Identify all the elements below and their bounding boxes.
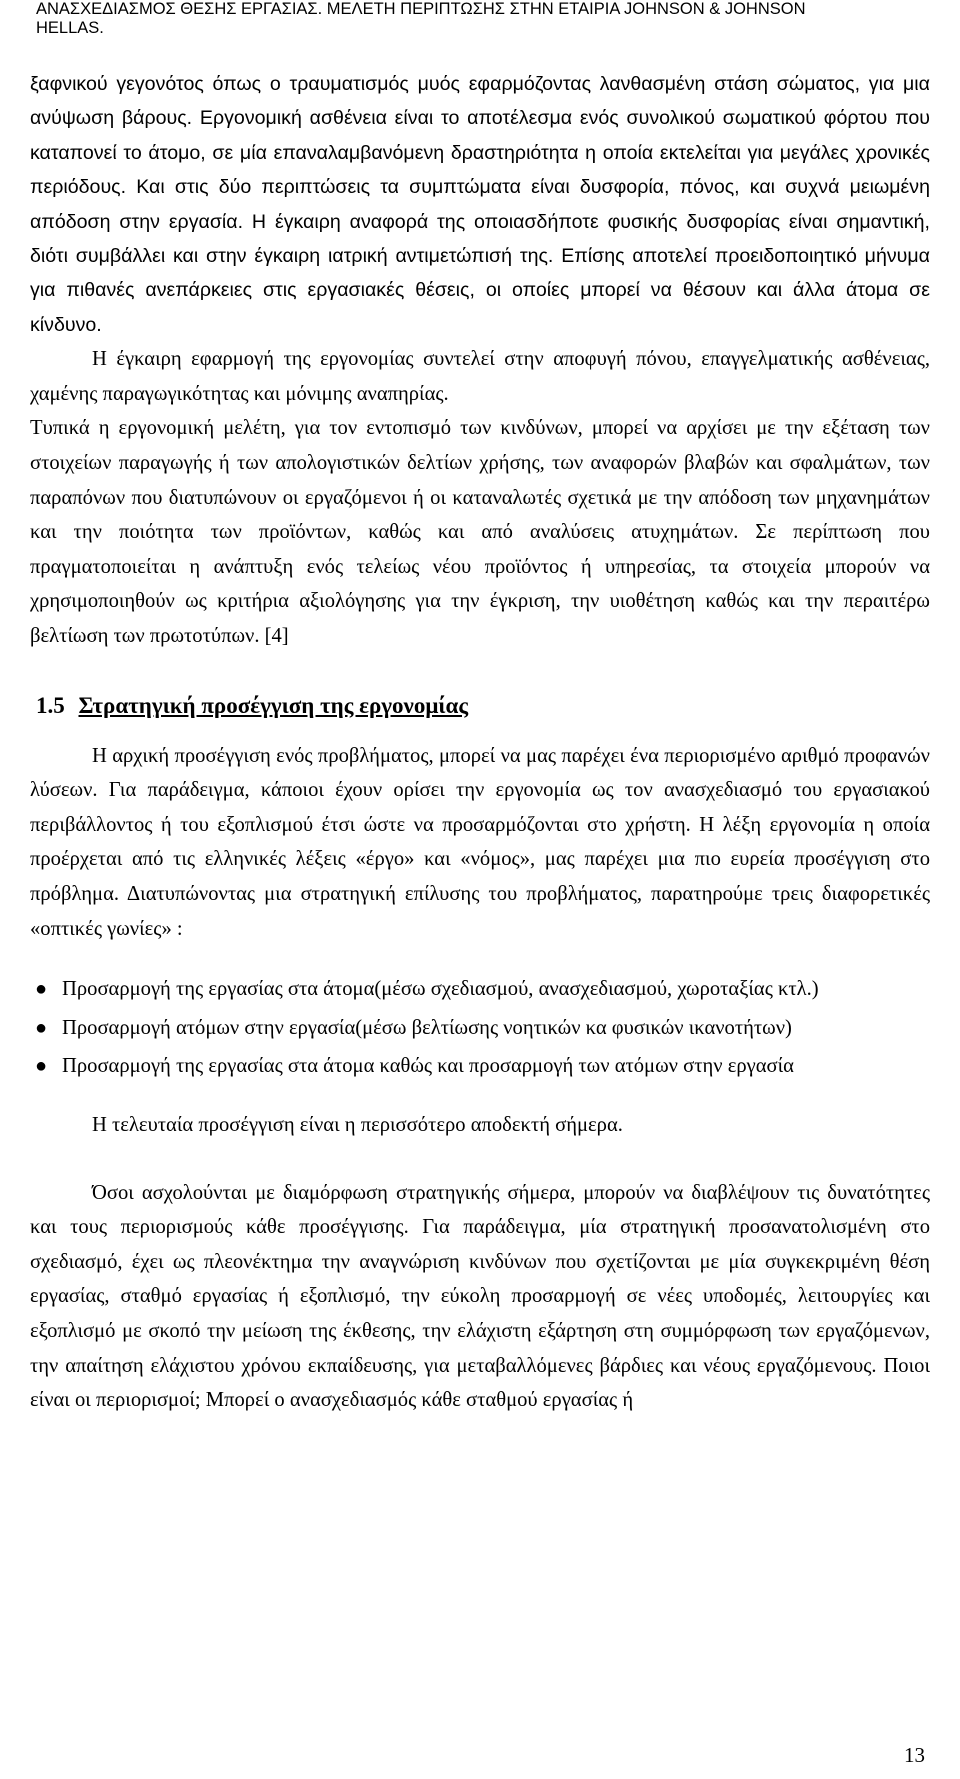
paragraph-injury-illness: ξαφνικού γεγονότος όπως ο τραυματισμός μυός εφαρμόζοντας λανθασμένη στάση σώματος, για μια ανύψωση βάρους. Εργονομική ασθένεια είναι το αποτέλεσμα ενός συνολικού σωματικού φόρτου που καταπονεί το άτομο, σε μία επαναλαμβανόμενη δραστηριότητα η οποία εκτελείται για μεγάλες χρονικές περιόδους. Και στις δύο περιπτώσεις τα συμπτώματα είναι δυσφορία, πόνος, και συχνά μειωμένη απόδοση στην εργασία. Η έγκαιρη αναφορά της οποιασδήποτε φυσικής δυσφορίας είναι σημαντική, διότι συμβάλλει και στην έγκαιρη ιατρική αντιμετώπισή της. Επίσης αποτελεί προειδοποιητικό μήνυμα για πιθανές ανεπάρκειες στις εργασιακές θέσεις, οι οποίες μπορεί να θέσουν και άλλα άτομα σε κίνδυνο.: [30, 73, 930, 336]
paragraph-timely-ergonomics: Η έγκαιρη εφαρμογή της εργονομίας συντελεί στην αποφυγή πόνου, επαγγελματικής ασθένειας, χαμένης παραγωγικότητας και μόνιμης αναπηρίας.: [30, 348, 930, 405]
paragraph-ergonomic-study: Τυπικά η εργονομική μελέτη, για τον εντοπισμό των κινδύνων, μπορεί να αρχίσει με την εξέταση των στοιχείων παραγωγής ή των απολογιστικών δελτίων χρήσης, των αναφορών βλαβών και σφαλμάτων, των παραπόνων που διατυπώνουν οι εργαζόμενοι ή οι καταναλωτές σχετικά με την απόδοση των μηχανημάτων και την ποιότητα των προϊόντων, καθώς και από αναλύσεις ατυχημάτων. Σε περίπτωση που πραγματοποιείται η ανάπτυξη ενός τελείως νέου προϊόντος ή υπηρεσίας, τα στοιχεία μπορούν να χρησιμοποιηθούν ως κριτήρια αξιολόγησης για την έγκριση, την υιοθέτηση καθώς και την περαιτέρω βελτίωση των πρωτοτύπων. [4]: [30, 417, 930, 647]
paragraph-strategy-intro: Η αρχική προσέγγιση ενός προβλήματος, μπορεί να μας παρέχει ένα περιορισμένο αριθμό προφανών λύσεων. Για παράδειγμα, κάποιοι έχουν ορίσει την εργονομία ως τον ανασχεδιασμό του εργασιακού περιβάλλοντος ή του εξοπλισμού έτσι ώστε να προσαρμόζονται στο χρήστη. Η λέξη εργονομία η οποία προέρχεται από τις ελληνικές λέξεις «έργο» και «νόμος», μας παρέχει μια πιο ευρεία προσέγγιση στο πρόβλημα. Διατυπώνοντας μια στρατηγική επίλυσης του προβλήματος, παρατηρούμε τρεις διαφορετικές «οπτικές γωνίες» :: [30, 744, 930, 940]
header-line-1: ΑΝΑΣΧΕΔΙΑΣΜΟΣ ΘΕΣΗΣ ΕΡΓΑΣΙΑΣ. ΜΕΛΕΤΗ ΠΕΡΙΠΤΩΣΗΣ ΣΤΗΝ ΕΤΑΙΡΙΑ JOHNSON & JOHNSON: [36, 0, 806, 18]
paragraph-final-approach: Η τελευταία προσέγγιση είναι η περισσότερο αποδεκτή σήμερα.: [92, 1113, 623, 1136]
paragraph-strategy-limitations: Όσοι ασχολούνται με διαμόρφωση στρατηγικής σήμερα, μπορούν να διαβλέψουν τις δυνατότητες και τους περιορισμούς κάθε προσέγγισης. Για παράδειγμα, μία στρατηγική προσανατολισμένη στο σχεδιασμό, έχει ως πλεονέκτημα την αναγνώριση κινδύνων που σχετίζονται με μία συγκεκριμένη θέση εργασίας, σταθμό εργασίας ή εξοπλισμό, την εύκολη προσαρμογή σε νέες υποδομές, λειτουργίες και εξοπλισμό με σκοπό την μείωση της έκθεσης, την ελάχιστη εξάρτηση στη συμμόρφωση των εργαζόμενων, την απαίτηση ελάχιστου χρόνου εκπαίδευσης, για μεταβαλλόμενες βάρδιες και νέους εργαζόμενους. Ποιοι είναι οι περιορισμοί; Μπορεί ο ανασχεδιασμός κάθε σταθμού εργασίας ή: [30, 1181, 930, 1412]
bullet-icon: ●: [35, 1016, 48, 1039]
list-item: [30, 1049, 930, 1084]
list-item: [30, 972, 930, 1007]
approach-list: [30, 972, 930, 1084]
section-title: Στρατηγική προσέγγιση της εργονομίας: [78, 692, 469, 718]
bullet-icon: ●: [35, 1055, 48, 1078]
bullet-icon: ●: [35, 978, 48, 1001]
section-heading: [36, 691, 930, 721]
section-number: 1.5: [36, 692, 65, 718]
page-number: 13: [904, 1743, 925, 1767]
list-item-text: Προσαρμογή ατόμων στην εργασία(μέσω βελτίωσης νοητικών κα φυσικών ικανοτήτων): [62, 1016, 792, 1039]
list-item-text: Προσαρμογή της εργασίας στα άτομα(μέσω σχεδιασμού, ανασχεδιασμού, χωροταξίας κτλ.): [62, 978, 819, 1001]
header-line-2: HELLAS.: [36, 19, 104, 37]
running-header: [36, 0, 946, 38]
list-item: [30, 1011, 930, 1046]
list-item-text: Προσαρμογή της εργασίας στα άτομα καθώς και προσαρμογή των ατόμων στην εργασία: [62, 1055, 794, 1078]
document-body: [30, 67, 930, 1418]
